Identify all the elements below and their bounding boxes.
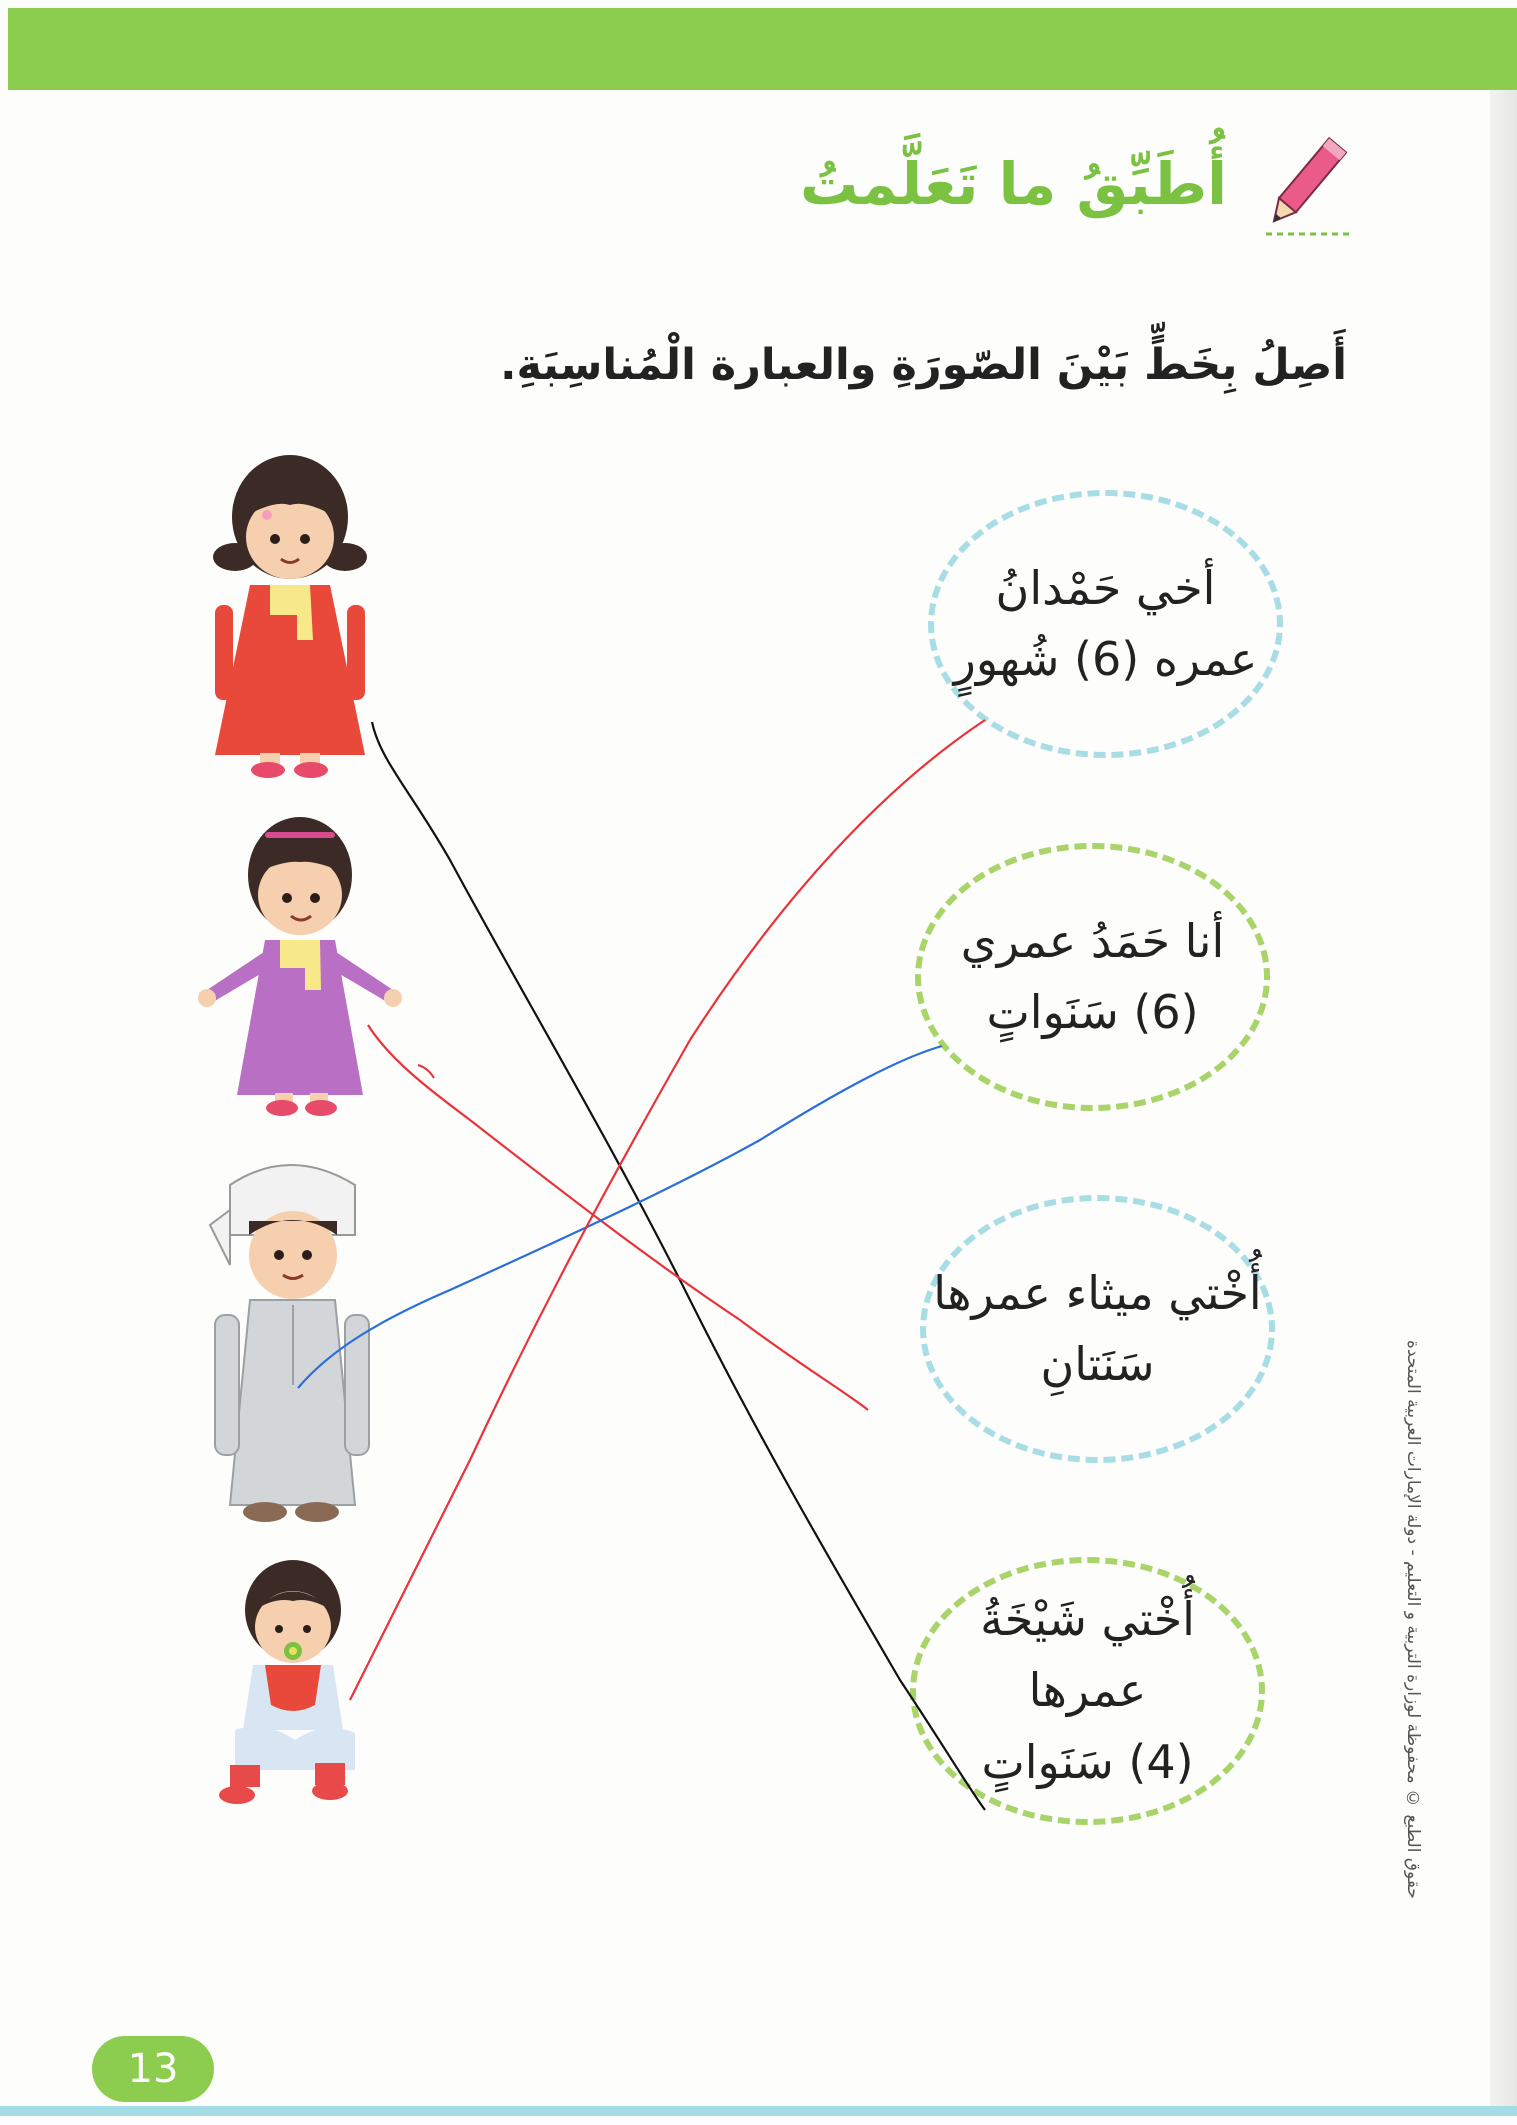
statement-line: (6) سَنَواتٍ bbox=[986, 985, 1199, 1039]
statement-line: أُخْتي ميثاء عمرها bbox=[933, 1265, 1262, 1320]
match-line-red-2 bbox=[368, 1025, 868, 1410]
page-number: 13 bbox=[127, 2046, 179, 2092]
statement-line: أُخْتي شَيْخَةُ عمرها bbox=[980, 1592, 1195, 1718]
section-title: أُطَبِّقُ ما تَعَلَّمتُ bbox=[799, 150, 1227, 218]
copyright-side-note: حقوق الطبع © محفوظة لوزارة التربية و التعليم - دولة الإمارات العربية المتحدة bbox=[1403, 1340, 1423, 1899]
match-line-red-1 bbox=[350, 720, 985, 1700]
page-number-badge bbox=[92, 2036, 214, 2102]
instruction-text: أَصِلُ بِخَطٍّ بَيْنَ الصّورَةِ والعبارة الْمُناسِبَةِ. bbox=[500, 340, 1347, 390]
match-line-red-2-tick bbox=[418, 1065, 434, 1078]
match-line-black bbox=[372, 722, 985, 1810]
bottom-color-line bbox=[0, 2106, 1517, 2116]
statement-line: أخي حَمْدانُ bbox=[995, 560, 1216, 615]
statement-line: (4) سَنَواتٍ bbox=[981, 1734, 1194, 1789]
statement-line: عمره (6) شُهورٍ bbox=[953, 632, 1258, 686]
statement-line: سَنَتانِ bbox=[1040, 1337, 1155, 1391]
match-line-blue bbox=[298, 1046, 942, 1388]
statement-line: أنا حَمَدُ عمري bbox=[960, 913, 1225, 968]
